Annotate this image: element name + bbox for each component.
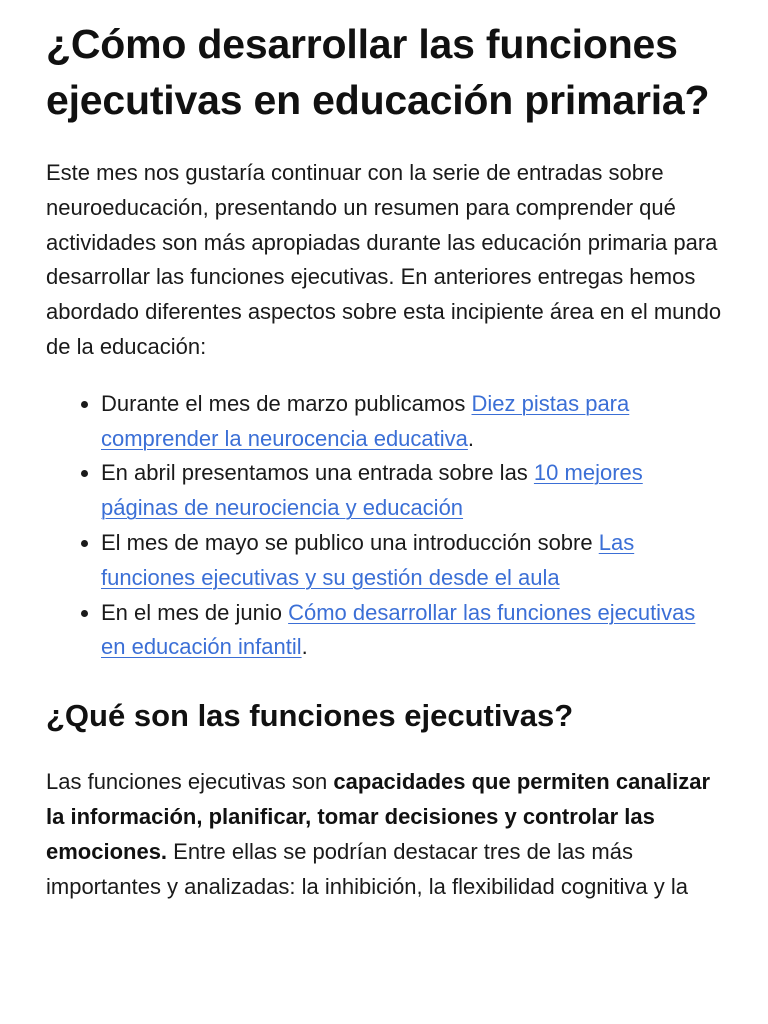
list-item bbox=[101, 596, 722, 666]
reference-list bbox=[46, 387, 722, 665]
link-10-mejores-paginas[interactable]: 10 mejores páginas de neurociencia y educación bbox=[101, 460, 643, 521]
list-item bbox=[101, 387, 722, 457]
link-diez-pistas[interactable]: Diez pistas para comprender la neurocencia educativa bbox=[101, 390, 630, 451]
section-paragraph-bold: capacidades que permiten canalizar la información, planificar, tomar decisiones y controlar las emociones. bbox=[46, 769, 711, 864]
list-item-text: El mes de mayo se publico una introducción sobre bbox=[101, 529, 599, 555]
section-paragraph bbox=[46, 765, 722, 904]
list-item-after: . bbox=[467, 425, 475, 451]
article-title: ¿Cómo desarrollar las funciones ejecutivas en educación primaria? bbox=[46, 21, 710, 123]
list-item-text: Durante el mes de marzo publicamos bbox=[101, 390, 472, 416]
link-educacion-infantil[interactable]: Cómo desarrollar las funciones ejecutivas en educación infantil bbox=[101, 599, 696, 660]
section-heading: ¿Qué son las funciones ejecutivas? bbox=[46, 698, 574, 734]
intro-paragraph: Este mes nos gustaría continuar con la serie de entradas sobre neuroeducación, presentando un resumen para comprender qué actividades son más apropiadas durante las educación primaria para desarrollar las funciones ejecutivas. En anteriores entregas hemos abordado diferentes aspectos sobre esta incipiente área en el mundo de la educación: bbox=[46, 160, 722, 359]
section-paragraph-rest: Entre ellas se podrían destacar tres de las más importantes y analizadas: la inhibición, la flexibilidad cognitiva y la bbox=[46, 838, 689, 899]
list-item-after: . bbox=[301, 634, 308, 660]
list-item bbox=[101, 456, 722, 526]
section-paragraph-lead: Las funciones ejecutivas son bbox=[46, 769, 334, 795]
list-item-text: En el mes de junio bbox=[101, 599, 289, 625]
list-item-text: En abril presentamos una entrada sobre las bbox=[101, 460, 534, 486]
link-funciones-ejecutivas-aula[interactable]: Las funciones ejecutivas y su gestión desde el aula bbox=[101, 529, 635, 590]
list-item bbox=[101, 526, 722, 596]
